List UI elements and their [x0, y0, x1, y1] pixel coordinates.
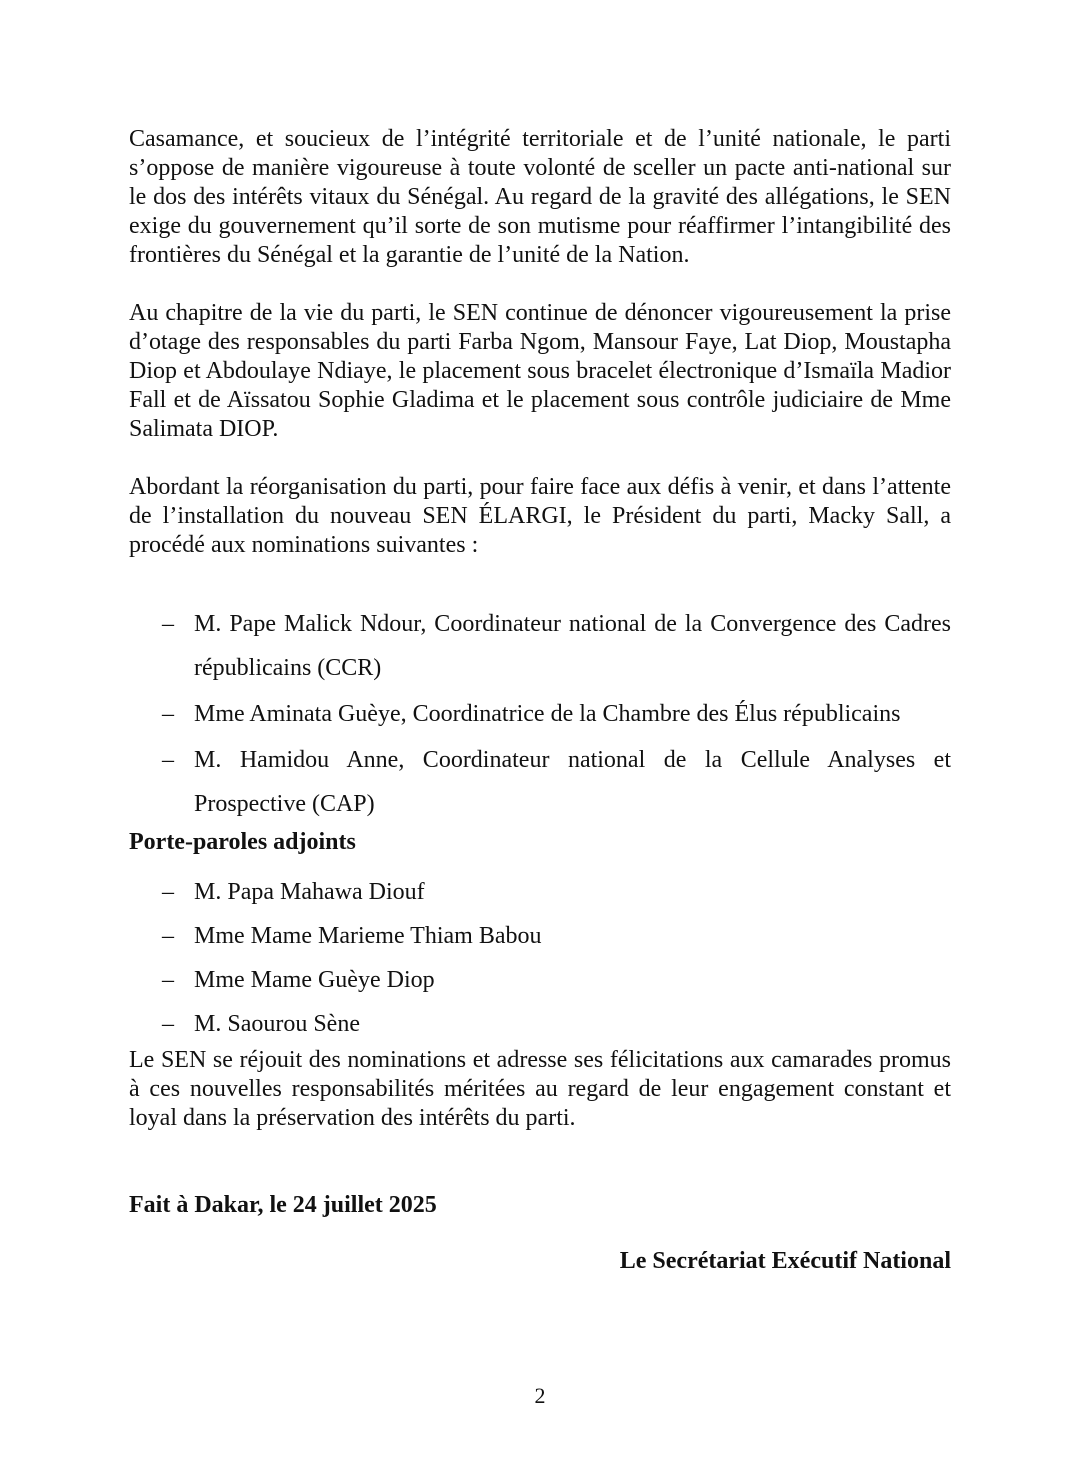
list-item: – M. Pape Malick Ndour, Coordinateur national de la Convergence des Cadres républicains (CCR): [129, 602, 951, 690]
list-item: – Mme Mame Guèye Diop: [129, 958, 951, 1002]
page-number: 2: [534, 1383, 546, 1408]
list-item: – M. Hamidou Anne, Coordinateur national de la Cellule Analyses et Prospective (CAP): [129, 738, 951, 826]
paragraph-party-life: Au chapitre de la vie du parti, le SEN continue de dénoncer vigoureusement la prise d’otage des responsables du parti Farba Ngom, Mansour Faye, Lat Diop, Moustapha Diop et Abdoulaye Ndiaye, le placement sous bracelet électronique d’Ismaïla Madior Fall et de Aïssatou Sophie Gladima et le placement sous contrôle judiciaire de Mme Salimata DIOP.: [129, 300, 951, 442]
spokespersons-heading: Porte-paroles adjoints: [129, 829, 356, 855]
signature: Le Secrétariat Exécutif National: [619, 1248, 951, 1274]
list-item: – M. Papa Mahawa Diouf: [129, 870, 951, 914]
list-item: – Mme Mame Marieme Thiam Babou: [129, 914, 951, 958]
nominations-list: [129, 602, 951, 826]
document-page: [129, 125, 951, 1276]
list-item: – M. Saourou Sène: [129, 1002, 951, 1046]
paragraph-territorial-integrity: Casamance, et soucieux de l’intégrité territoriale et de l’unité nationale, le parti s’oppose de manière vigoureuse à toute volonté de sceller un pacte anti-national sur le dos des intérêts vitaux du Sénégal. Au regard de la gravité des allégations, le SEN exige du gouvernement qu’il sorte de son mutisme pour réaffirmer l’intangibilité des frontières du Sénégal et la garantie de l’unité de la Nation.: [129, 126, 951, 268]
paragraph-reorganisation: Abordant la réorganisation du parti, pour faire face aux défis à venir, et dans l’attente de l’installation du nouveau SEN ÉLARGI, le Président du parti, Macky Sall, a procédé aux nominations suivantes :: [129, 474, 951, 558]
list-item: – Mme Aminata Guèye, Coordinatrice de la Chambre des Élus républicains: [129, 692, 951, 736]
closing-paragraph: Le SEN se réjouit des nominations et adresse ses félicitations aux camarades promus à ces nouvelles responsabilités méritées au regard de leur engagement constant et loyal dans la préservation des intérêts du parti.: [129, 1047, 951, 1131]
spokespersons-list: [129, 870, 951, 1046]
place-and-date: Fait à Dakar, le 24 juillet 2025: [129, 1192, 437, 1218]
